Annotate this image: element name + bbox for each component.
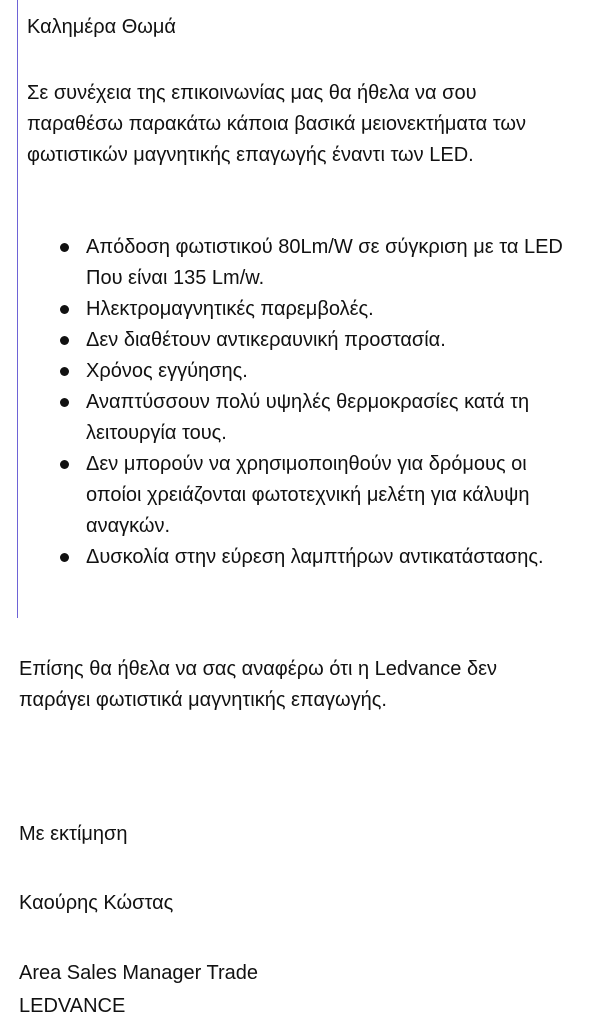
signature-role: Area Sales Manager Trade bbox=[19, 962, 259, 984]
signature-company: LEDVANCE bbox=[19, 995, 126, 1017]
bullet-dot-icon bbox=[60, 553, 69, 562]
bullet-dot-icon bbox=[60, 243, 69, 252]
bullet-dot-icon bbox=[60, 336, 69, 345]
bullet-dot-icon bbox=[60, 367, 69, 376]
list-item-text: Ηλεκτρομαγνητικές παρεμβολές. bbox=[86, 298, 374, 320]
list-item-text: Δεν μπορούν να χρησιμοποιηθούν για δρόμους οι οποίοι χρειάζονται φωτοτεχνική μελέτη για κάλυψη αναγκών. bbox=[86, 453, 530, 537]
list-item bbox=[27, 356, 572, 387]
quoted-message-block bbox=[17, 0, 577, 618]
bullet-dot-icon bbox=[60, 305, 69, 314]
list-item bbox=[27, 387, 572, 449]
greeting-text: Καλημέρα Θωμά bbox=[27, 16, 176, 38]
list-item-text: Αναπτύσσουν πολύ υψηλές θερμοκρασίες κατά τη λειτουργία τους. bbox=[86, 391, 530, 444]
list-item bbox=[27, 542, 572, 573]
bullet-dot-icon bbox=[60, 460, 69, 469]
follow-up-paragraph: Επίσης θα ήθελα να σας αναφέρω ότι η Ledvance δεν παράγει φωτιστικά μαγνητικής επαγωγής. bbox=[19, 658, 498, 711]
disadvantages-list bbox=[27, 232, 572, 573]
list-item-text: Δεν διαθέτουν αντικεραυνική προστασία. bbox=[86, 329, 446, 351]
list-item-text: Δυσκολία στην εύρεση λαμπτήρων αντικατάστασης. bbox=[86, 546, 544, 568]
list-item bbox=[27, 232, 572, 294]
list-item-text: Απόδοση φωτιστικού 80Lm/W σε σύγκριση με τα LED Που είναι 135 Lm/w. bbox=[86, 236, 563, 289]
closing-salutation: Με εκτίμηση bbox=[19, 823, 128, 845]
list-item bbox=[27, 294, 572, 325]
list-item bbox=[27, 449, 572, 542]
bullet-dot-icon bbox=[60, 398, 69, 407]
signature-name: Καούρης Κώστας bbox=[19, 892, 174, 914]
intro-paragraph: Σε συνέχεια της επικοινωνίας μας θα ήθελα να σου παραθέσω παρακάτω κάποια βασικά μειονεκτήματα των φωτιστικών μαγνητικής επαγωγής έναντι των LED. bbox=[27, 82, 526, 166]
list-item-text: Χρόνος εγγύησης. bbox=[86, 360, 248, 382]
list-item bbox=[27, 325, 572, 356]
